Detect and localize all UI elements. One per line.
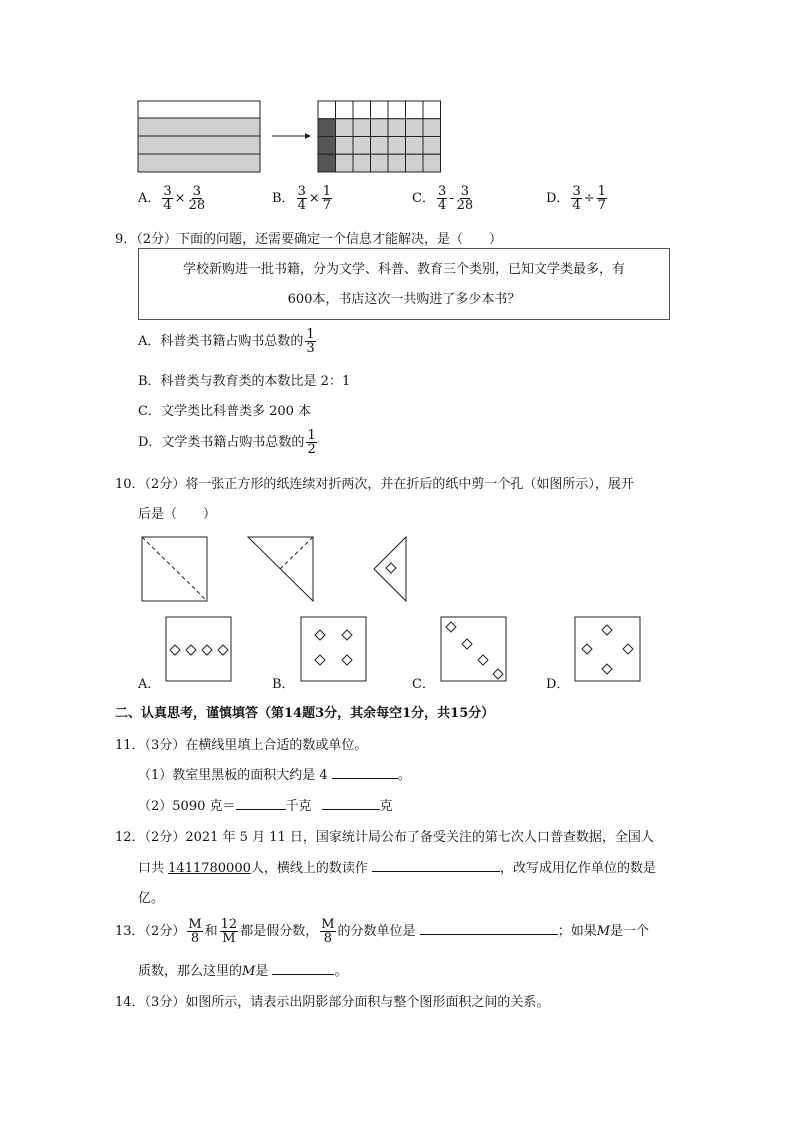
q12-blank-1[interactable] (372, 858, 500, 872)
q9-option-b[interactable]: B．科普类与教育类的本数比是 2：1 (138, 374, 351, 389)
q14-stem: 14．（3分）如图所示，请表示出阴影部分面积与整个图形面积之间的关系。 (115, 995, 550, 1010)
q11-sub-2: （2）5090 克＝ 千克 克 (138, 795, 393, 814)
q10-option-c[interactable]: C． (412, 677, 435, 692)
q12-line-2: 口共 1411780000人，横线上的数读作 ，改写成用亿作单位的数是 (138, 857, 656, 876)
section-2-title: 二、认真思考，谨慎填答（第14题3分，其余每空1分，共15分） (115, 706, 495, 721)
q10-option-d[interactable]: D． (546, 677, 570, 692)
q10-fold-step-3 (374, 537, 406, 601)
q13-line-2: 质数，那么这里的M是 。 (138, 960, 348, 979)
q11-stem: 11．（3分）在横线里填上合适的数或单位。 (115, 738, 368, 753)
q13-line-1: 13．（2分） $\frac{M}{8}$ 和 $\frac{12}{M}$ 都是假分数， $\frac{M}{8}$ 的分数单位是 ；如果M是一个 (115, 917, 650, 946)
q9-option-d[interactable]: D．文学类书籍占购书总数的 $\frac{1}{2}$ (138, 428, 316, 457)
q11-blank-1[interactable] (332, 765, 398, 779)
q10-stem-line-1: 10．（2分）将一张正方形的纸连续对折两次，并在折后的纸中剪一个孔（如图所示），展开 (115, 477, 634, 492)
q12-line-1: 12．（2分）2021 年 5 月 11 日，国家统计局公布了备受关注的第七次人口普查数据，全国人 (115, 830, 654, 845)
q9-option-a[interactable]: A．科普类书籍占购书总数的 $\frac{1}{3}$ (138, 327, 315, 356)
q10-answer-d-figure (575, 617, 640, 681)
q9-option-c[interactable]: C．文学类比科普类多 200 本 (138, 404, 312, 419)
q10-stem-line-2: 后是（ ） (138, 507, 217, 522)
q10-fold-step-2 (248, 537, 313, 601)
q8-option-b[interactable]: B． $\frac{3}{4}$ × $\frac{1}{7}$ (272, 184, 332, 213)
q10-option-b[interactable]: B． (272, 677, 295, 692)
q11-sub-1: （1）教室里黑板的面积大约是 4 。 (138, 764, 411, 783)
q10-answer-c-figure (441, 617, 506, 681)
q10-fold-step-1 (142, 537, 207, 601)
q10-option-a[interactable]: A． (138, 677, 161, 692)
q13-blank-1[interactable] (420, 921, 558, 935)
q12-line-3: 亿。 (138, 891, 165, 906)
q9-stem: 9．（2分）下面的问题，还需要确定一个信息才能解决，是（ ） (115, 232, 503, 247)
q10-answer-a-figure (166, 617, 231, 681)
q13-blank-2[interactable] (272, 961, 334, 975)
q9-box-line-2: 600本，书店这次一共购进了多少本书？ (287, 292, 521, 307)
q8-option-d[interactable]: D． $\frac{3}{4}$ ÷ $\frac{1}{7}$ (546, 184, 606, 213)
q11-blank-3[interactable] (322, 796, 380, 810)
q11-blank-2[interactable] (236, 796, 286, 810)
population-number: 1411780000 (168, 861, 251, 876)
q10-answer-b-figure (301, 617, 366, 681)
q9-box-line-1: 学校新购进一批书籍，分为文学、科普、教育三个类别，已知文学类最多，有 (182, 262, 625, 277)
q8-option-a[interactable]: A． $\frac{3}{4}$ × $\frac{3}{28}$ (138, 184, 206, 213)
q8-option-c[interactable]: C． $\frac{3}{4}$ - $\frac{3}{28}$ (412, 184, 474, 213)
